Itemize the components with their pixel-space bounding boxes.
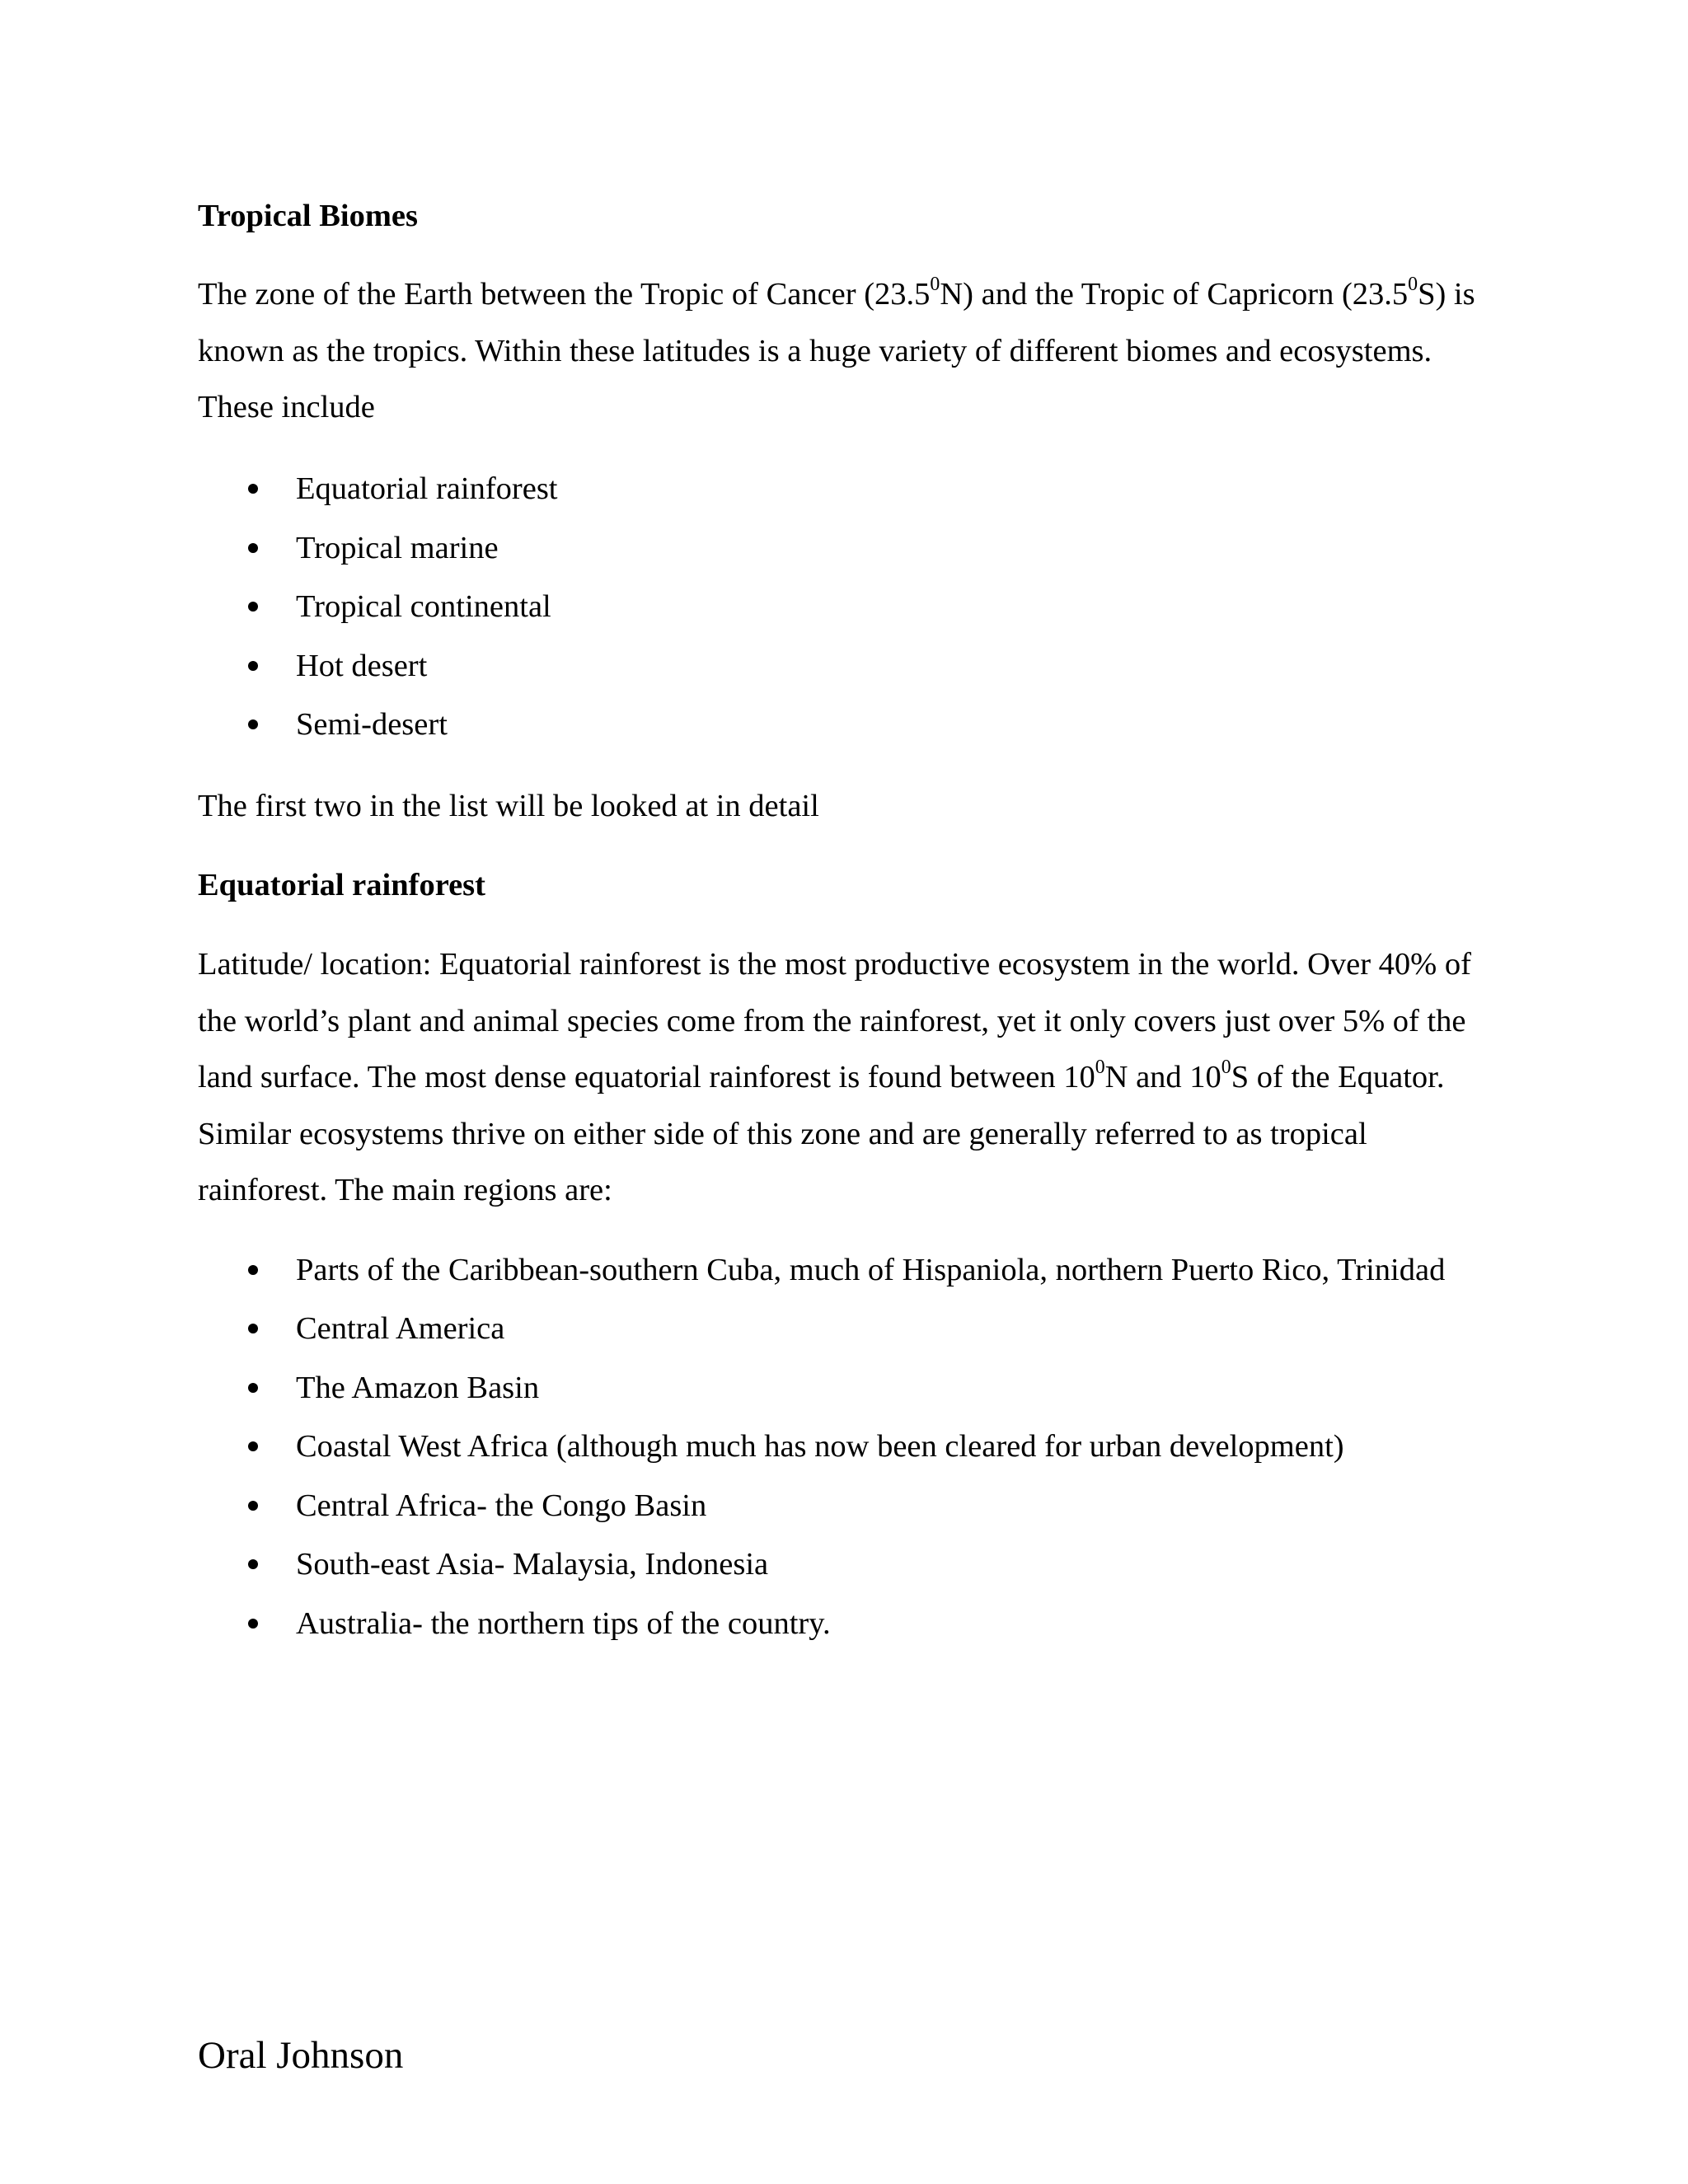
list-item xyxy=(198,1241,1451,1300)
bullet-icon xyxy=(248,484,258,494)
degree-superscript: 0 xyxy=(1408,273,1418,295)
list-item-label: Australia- the northern tips of the country. xyxy=(296,1605,831,1641)
bullet-icon xyxy=(248,661,258,671)
latitude-text-3: S of the Equator. Similar ecosystems thrive on either side of this zone and are generally referred to as tropical rainforest. The main regions are: xyxy=(198,1060,1445,1207)
list-item-label: Coastal West Africa (although much has now been cleared for urban development) xyxy=(296,1429,1344,1464)
bullet-icon xyxy=(248,1441,258,1451)
biome-list xyxy=(198,460,1484,755)
intro-text-1: The zone of the Earth between the Tropic of Cancer (23.5 xyxy=(198,277,931,312)
list-item-label: Central America xyxy=(296,1311,505,1346)
bullet-icon xyxy=(248,602,258,612)
list-item-label: Tropical continental xyxy=(296,589,551,624)
latitude-text-1: Latitude/ location: Equatorial rainforest is the most productive ecosystem in the world. Over 40% of the world’s plant and animal species come from the rainforest, yet it only covers just over 5% of the land surface. The most dense equatorial rainforest is found between 10 xyxy=(198,947,1471,1094)
intro-paragraph xyxy=(198,266,1484,436)
bullet-icon xyxy=(248,719,258,729)
bullet-icon xyxy=(248,1324,258,1333)
bullet-icon xyxy=(248,1559,258,1569)
latitude-text-2: N and 10 xyxy=(1104,1060,1221,1094)
list-item-label: Tropical marine xyxy=(296,530,499,565)
footer-author-name: Oral Johnson xyxy=(198,2034,404,2077)
list-item xyxy=(198,696,1484,755)
list-item xyxy=(198,578,1484,637)
rainforest-regions-list xyxy=(198,1241,1451,1653)
degree-superscript: 0 xyxy=(930,273,940,295)
list-item xyxy=(198,1418,1451,1477)
list-item xyxy=(198,1535,1451,1595)
list-item-label: Parts of the Caribbean-southern Cuba, much of Hispaniola, northern Puerto Rico, Trinidad xyxy=(296,1253,1446,1287)
list-note: The first two in the list will be looked at in detail xyxy=(198,789,819,823)
list-item xyxy=(198,1300,1451,1359)
degree-superscript: 0 xyxy=(1221,1056,1231,1078)
degree-superscript: 0 xyxy=(1095,1056,1105,1078)
list-item-label: Equatorial rainforest xyxy=(296,471,558,506)
list-item xyxy=(198,519,1484,579)
list-item xyxy=(198,1477,1451,1536)
list-item xyxy=(198,1359,1451,1418)
list-item xyxy=(198,1595,1451,1654)
heading-equatorial-rainforest: Equatorial rainforest xyxy=(198,868,485,902)
list-item-label: Central Africa- the Congo Basin xyxy=(296,1488,707,1523)
bullet-icon xyxy=(248,1265,258,1275)
list-item xyxy=(198,460,1484,519)
intro-text-3: S) is known as the tropics. Within these latitudes is a huge variety of different biomes and ecosystems. These include xyxy=(198,277,1475,424)
list-item xyxy=(198,637,1484,696)
bullet-icon xyxy=(248,1619,258,1629)
list-item-label: Semi-desert xyxy=(296,707,448,742)
list-item-label: Hot desert xyxy=(296,648,428,683)
intro-text-2: N) and the Tropic of Capricorn (23.5 xyxy=(940,277,1409,312)
list-item-label: South-east Asia- Malaysia, Indonesia xyxy=(296,1547,769,1582)
bullet-icon xyxy=(248,543,258,553)
bullet-icon xyxy=(248,1383,258,1393)
latitude-paragraph xyxy=(198,936,1484,1219)
list-item-label: The Amazon Basin xyxy=(296,1370,540,1405)
heading-tropical-biomes: Tropical Biomes xyxy=(198,199,418,233)
bullet-icon xyxy=(248,1501,258,1511)
